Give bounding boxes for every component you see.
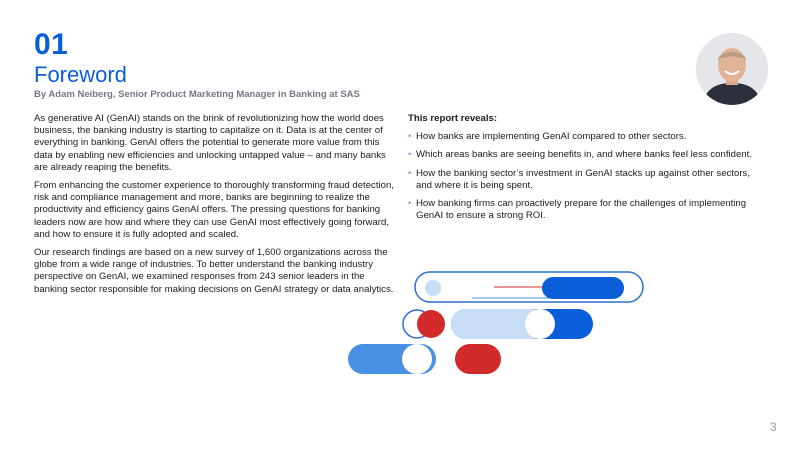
page-title: Foreword [34,62,127,87]
bullet-icon: • [408,149,412,161]
list-item: • How the banking sector’s investment in GenAI stacks up against other sectors, and where it is being spent. [408,167,750,191]
reveals-heading: This report reveals: [408,113,498,124]
bullet-icon: • [408,167,412,179]
list-item: • How banks are implementing GenAI compared to other sectors. [408,131,687,143]
section-number: 01 [34,28,69,61]
list-item: • Which areas banks are seeing benefits in, and where banks feel less confident. [408,149,752,161]
intro-paragraph-2: From enhancing the customer experience to thoroughly transforming fraud detection, risk and compliance management and more, banks are beginning to realize the productivity and efficiency gains GenAI offers. The pressing questions for banking leaders now are how and where they can use GenAI most effectively going forward, and how to ensure it is fully adopted and scaled. [34,180,394,240]
bullet-icon: • [408,131,412,143]
bullet-icon: • [408,198,412,210]
intro-paragraph-3: Our research findings are based on a new survey of 1,600 organizations across the globe from a wide range of industries. To better understand the banking industry perspective on GenAI, we examined responses from 243 senior leaders in the banking sector responsible for making decisions on GenAI strategy or data analytics. [34,247,394,295]
intro-paragraph-1: As generative AI (GenAI) stands on the brink of revolutionizing how the world does business, the banking industry is starting to capitalize on it. Data is at the center of everything in banking. GenAI offers the potential to generate more value from this data by enabling new efficiencies and unlocking untapped value – and many banks are already reaping the benefits. [34,113,386,173]
list-item: • How banking firms can proactively prepare for the challenges of implementing GenAI to ensure a strong ROI. [408,198,747,222]
page-number: 3 [770,420,777,434]
author-byline: By Adam Neiberg, Senior Product Marketing Manager in Banking at SAS [34,89,360,100]
